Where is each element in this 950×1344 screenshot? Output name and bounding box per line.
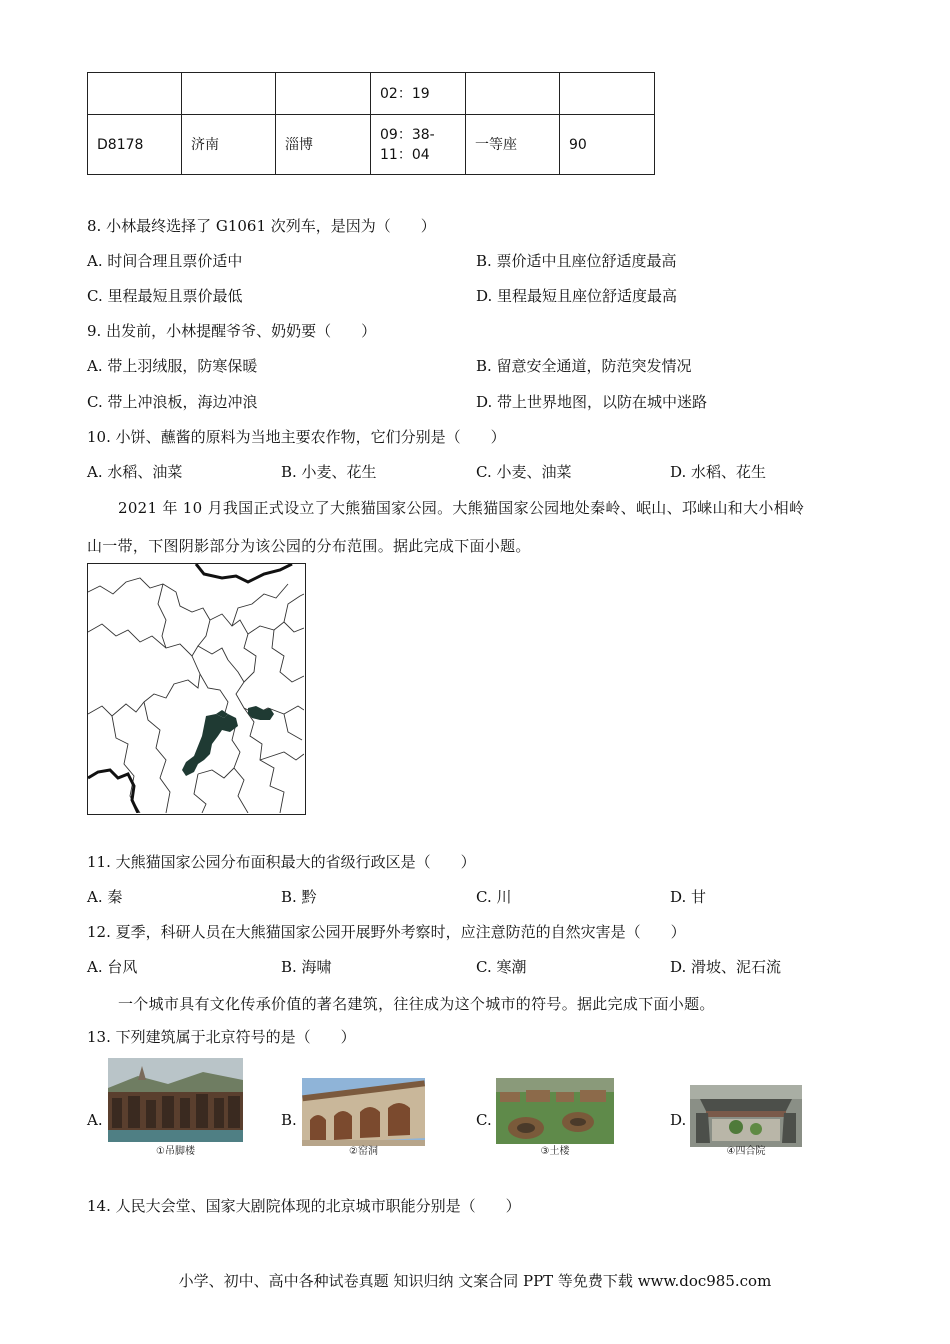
question-13-option-d[interactable]: D.: [670, 1111, 687, 1129]
question-14-stem: 14. 人民大会堂、国家大剧院体现的北京城市职能分别是（ ）: [87, 1197, 521, 1215]
question-13-option-b[interactable]: B.: [281, 1111, 297, 1129]
table-cell: 济南: [182, 115, 276, 175]
question-11-option-d[interactable]: D. 甘: [670, 888, 707, 906]
question-10-option-a[interactable]: A. 水稻、油菜: [87, 463, 183, 481]
question-11-option-b[interactable]: B. 黔: [281, 888, 317, 906]
question-9-option-c[interactable]: C. 带上冲浪板，海边冲浪: [87, 393, 258, 411]
panda-park-shaded-area: [182, 706, 274, 776]
question-12-option-c[interactable]: C. 寒潮: [476, 958, 527, 976]
table-cell: 淄博: [276, 115, 371, 175]
table-cell: 90: [560, 115, 655, 175]
question-12-stem: 12. 夏季，科研人员在大熊猫国家公园开展野外考察时，应注意防范的自然灾害是（ ）: [87, 923, 686, 941]
question-12-option-d[interactable]: D. 滑坡、泥石流: [670, 958, 782, 976]
question-13-option-a[interactable]: A.: [87, 1111, 103, 1129]
question-10-option-b[interactable]: B. 小麦、花生: [281, 463, 377, 481]
table-cell: 一等座: [466, 115, 560, 175]
passage-panda-line-2: 山一带，下图阴影部分为该公园的分布范围。据此完成下面小题。: [87, 537, 531, 555]
question-8-option-b[interactable]: B. 票价适中且座位舒适度最高: [476, 252, 677, 270]
question-12-option-b[interactable]: B. 海啸: [281, 958, 332, 976]
question-8-option-c[interactable]: C. 里程最短且票价最低: [87, 287, 243, 305]
caption-earth-building: ③土楼: [540, 1146, 570, 1157]
question-10-option-c[interactable]: C. 小麦、油菜: [476, 463, 572, 481]
question-8-option-d[interactable]: D. 里程最短且座位舒适度最高: [476, 287, 678, 305]
question-13-stem: 13. 下列建筑属于北京符号的是（ ）: [87, 1028, 356, 1046]
question-8-option-a[interactable]: A. 时间合理且票价适中: [87, 252, 243, 270]
table-cell: [182, 73, 276, 115]
question-9-option-d[interactable]: D. 带上世界地图，以防在城中迷路: [476, 393, 708, 411]
table-cell: [88, 73, 182, 115]
passage-panda-line-1: 2021 年 10 月我国正式设立了大熊猫国家公园。大熊猫国家公园地处秦岭、岷山、邛崃山和大小相岭: [118, 499, 805, 517]
question-11-option-c[interactable]: C. 川: [476, 888, 512, 906]
table-cell: 02：19: [371, 73, 466, 115]
question-9-stem: 9. 出发前，小林提醒爷爷、奶奶要（ ）: [87, 322, 377, 340]
table-cell: D8178: [88, 115, 182, 175]
question-11-stem: 11. 大熊猫国家公园分布面积最大的省级行政区是（ ）: [87, 853, 476, 871]
question-9-option-b[interactable]: B. 留意安全通道，防范突发情况: [476, 357, 692, 375]
passage-buildings: 一个城市具有文化传承价值的著名建筑，往往成为这个城市的符号。据此完成下面小题。: [118, 995, 715, 1013]
page-footer: 小学、初中、高中各种试卷真题 知识归纳 文案合同 PPT 等免费下载 www.doc985.com: [178, 1272, 772, 1290]
stilted-house-photo[interactable]: [108, 1058, 243, 1153]
question-10-option-d[interactable]: D. 水稻、花生: [670, 463, 767, 481]
question-9-option-a[interactable]: A. 带上羽绒服，防寒保暖: [87, 357, 258, 375]
table-cell: [466, 73, 560, 115]
question-8-stem: 8. 小林最终选择了 G1061 次列车，是因为（ ）: [87, 217, 436, 235]
question-12-option-a[interactable]: A. 台风: [87, 958, 138, 976]
question-13-option-c[interactable]: C.: [476, 1111, 492, 1129]
province-boundary-map: [88, 564, 304, 813]
train-timetable: [87, 72, 655, 175]
table-cell: [276, 73, 371, 115]
caption-courtyard-house: ④四合院: [726, 1146, 766, 1157]
table-cell: [560, 73, 655, 115]
table-cell: 09：38- 11：04: [371, 115, 466, 175]
panda-park-map: [87, 563, 306, 815]
caption-cave-dwelling: ②窑洞: [349, 1146, 378, 1157]
question-11-option-a[interactable]: A. 秦: [87, 888, 123, 906]
caption-stilted-house: ①吊脚楼: [156, 1146, 195, 1157]
question-10-stem: 10. 小饼、蘸酱的原料为当地主要农作物，它们分别是（ ）: [87, 428, 506, 446]
